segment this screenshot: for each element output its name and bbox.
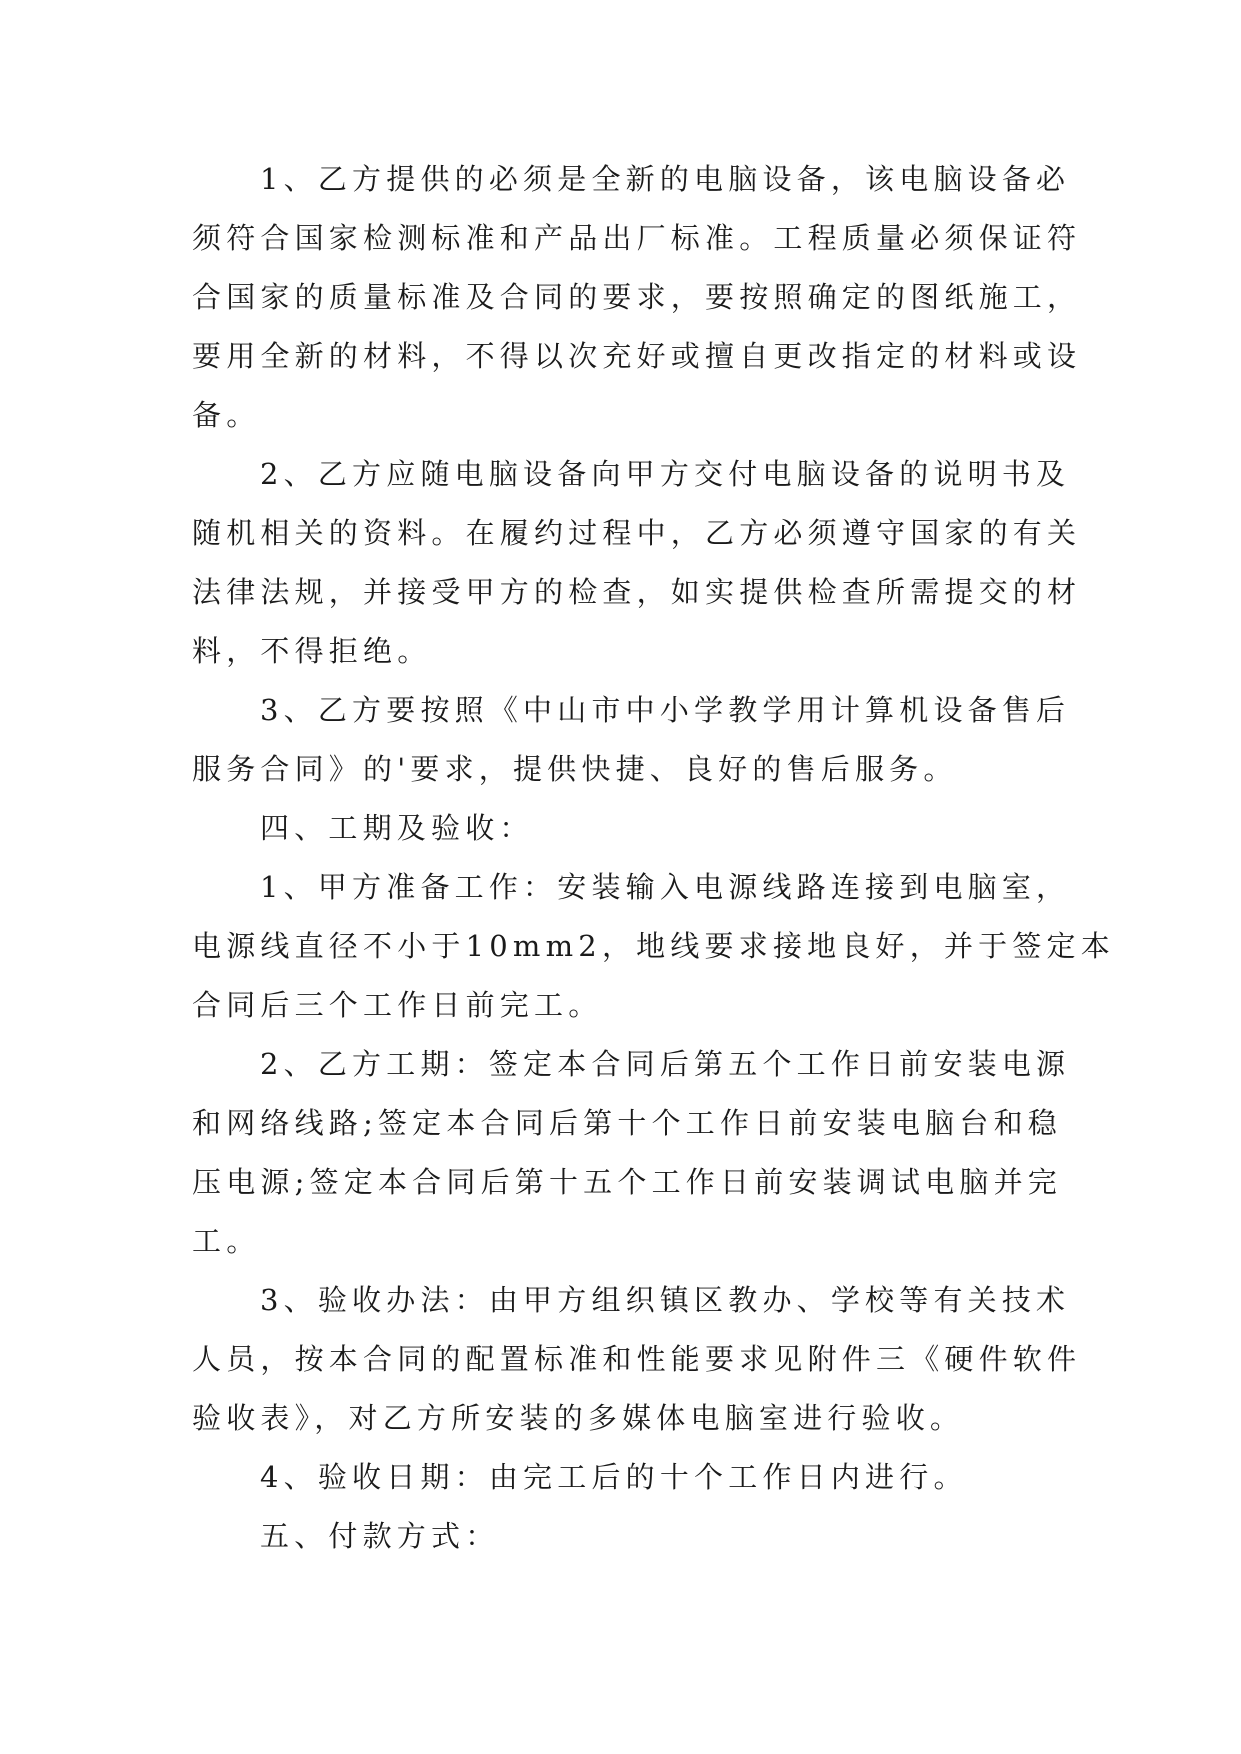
text-line: 备。	[192, 398, 261, 432]
text-line: 2、乙方应随电脑设备向甲方交付电脑设备的说明书及	[260, 457, 1071, 491]
text-line: 工。	[192, 1224, 261, 1258]
document-page	[192, 150, 1115, 1566]
text-line: 合国家的质量标准及合同的要求，要按照确定的图纸施工，	[192, 280, 1082, 314]
paragraph-supply-requirements	[192, 150, 1082, 445]
text-line: 4、验收日期：由完工后的十个工作日内进行。	[260, 1460, 968, 1494]
section-heading-payment	[192, 1507, 1062, 1566]
section-heading-schedule-acceptance	[192, 799, 1062, 858]
text-line: 要用全新的材料，不得以次充好或擅自更改指定的材料或设	[192, 339, 1082, 373]
paragraph-acceptance-date	[192, 1448, 1062, 1507]
text-line: 电源线直径不小于10mm2，地线要求接地良好，并于签定本	[192, 929, 1115, 963]
text-line: 随机相关的资料。在履约过程中，乙方必须遵守国家的有关	[192, 516, 1082, 550]
text-line: 1、甲方准备工作：安装输入电源线路连接到电脑室，	[260, 870, 1071, 904]
section-heading-text: 五、付款方式：	[260, 1519, 500, 1553]
paragraph-documentation	[192, 445, 1082, 681]
paragraph-party-a-preparation	[192, 858, 1115, 1035]
text-line: 1、乙方提供的必须是全新的电脑设备，该电脑设备必	[260, 162, 1071, 196]
text-line: 料，不得拒绝。	[192, 634, 432, 668]
text-line: 压电源;签定本合同后第十五个工作日前安装调试电脑并完	[192, 1165, 1062, 1199]
text-line: 3、乙方要按照《中山市中小学教学用计算机设备售后	[260, 693, 1071, 727]
text-line: 须符合国家检测标准和产品出厂标准。工程质量必须保证符	[192, 221, 1082, 255]
text-line: 和网络线路;签定本合同后第十个工作日前安装电脑台和稳	[192, 1106, 1062, 1140]
paragraph-party-b-schedule	[192, 1035, 1071, 1271]
section-heading-text: 四、工期及验收：	[260, 811, 534, 845]
text-line: 2、乙方工期：签定本合同后第五个工作日前安装电源	[260, 1047, 1071, 1081]
paragraph-acceptance-method	[192, 1271, 1082, 1448]
text-line: 验收表》，对乙方所安装的多媒体电脑室进行验收。	[192, 1401, 965, 1435]
text-line: 3、验收办法：由甲方组织镇区教办、学校等有关技术	[260, 1283, 1071, 1317]
text-line: 法律法规，并接受甲方的检查，如实提供检查所需提交的材	[192, 575, 1082, 609]
text-line: 服务合同》的'要求，提供快捷、良好的售后服务。	[192, 752, 958, 786]
paragraph-after-sales	[192, 681, 1071, 799]
text-line: 合同后三个工作日前完工。	[192, 988, 603, 1022]
text-line: 人员，按本合同的配置标准和性能要求见附件三《硬件软件	[192, 1342, 1082, 1376]
